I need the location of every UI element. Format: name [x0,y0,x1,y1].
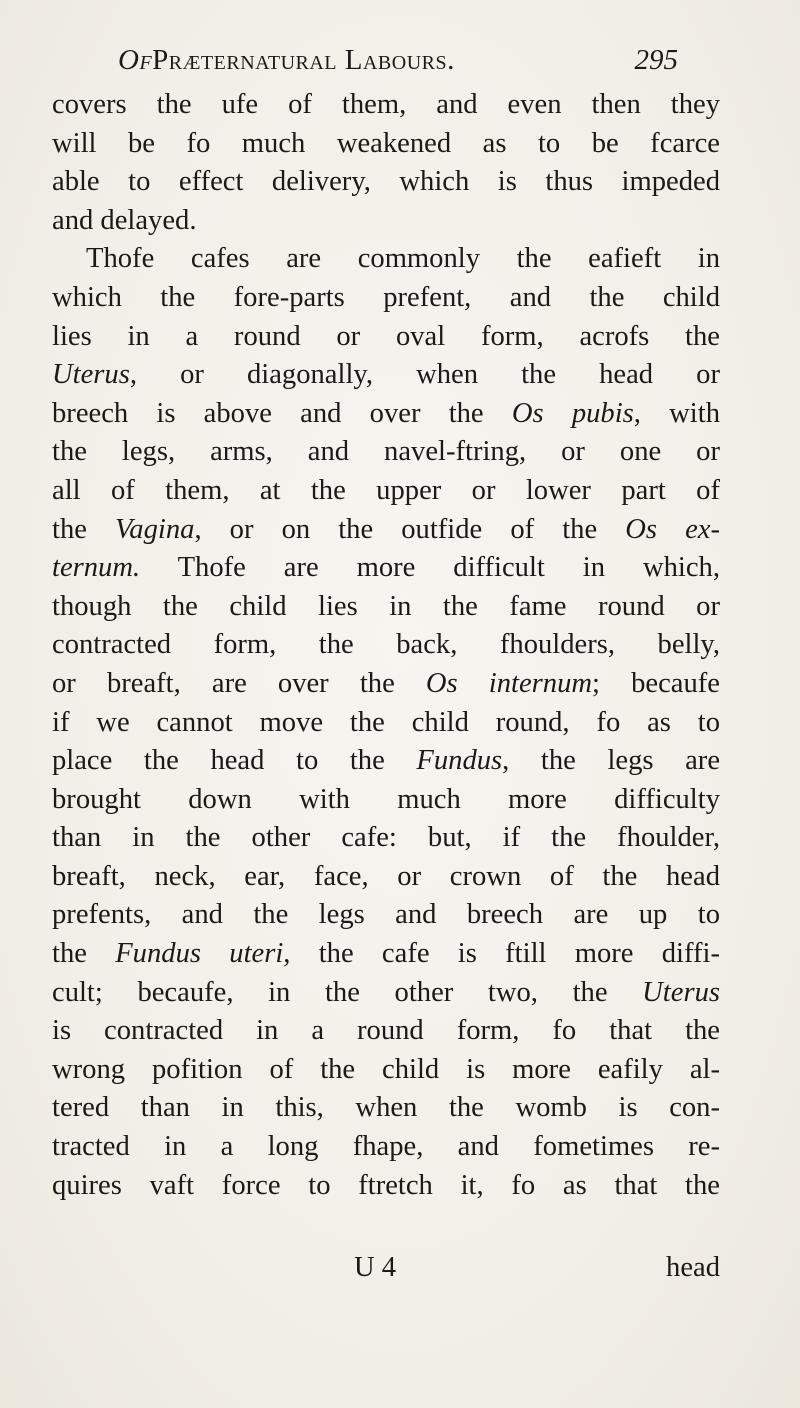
text-line [52,86,720,125]
text-segment: though the child lies in the fame round or [52,590,720,622]
text-segment: wrong pofition of the child is more eafily al- [52,1053,720,1085]
text-line [52,1167,720,1206]
text-line [52,1089,720,1128]
text-segment: all of them, at the upper or lower part of [52,474,720,506]
text-segment: will be fo much weakened as to be fcarce [52,127,720,159]
text-line [52,704,720,743]
text-line [52,1012,720,1051]
text-segment: place the head to the [52,745,417,777]
text-segment: Thofe cafes are commonly the eafieft in [86,243,720,275]
text-line [52,588,720,627]
text-segment: covers the ufe of them, and even then they [52,89,720,120]
running-title-text: Præternatural Labours. [152,44,455,76]
catchword: head [666,1252,720,1283]
text-segment: which the fore-parts prefent, and the child [52,281,720,313]
text-line [52,318,720,357]
text-segment: cult; becaufe, in the other two, the [52,976,643,1008]
text-line [52,781,720,820]
italic-term: Fundus [416,745,503,777]
text-segment: contracted form, the back, fhoulders, belly, [52,629,720,661]
text-line [52,279,720,318]
text-segment: , or diagonally, when the head or [129,359,720,391]
text-segment: is contracted in a round form, fo that the [52,1015,720,1047]
text-segment: lies in a round or oval form, acrofs the [52,320,720,352]
text-line [52,163,720,202]
text-line [52,626,720,665]
italic-term: Uterus [52,359,130,391]
text-line [52,819,720,858]
text-line [52,858,720,897]
text-segment: if we cannot move the child round, fo as to [52,706,720,738]
text-line [52,395,720,434]
text-segment: breech is above and over the [52,397,512,429]
text-segment: quires vaft force to ftretch it, fo as that the [52,1169,720,1201]
italic-term: Os pubis [511,397,634,429]
body-text [52,86,720,1205]
text-line [52,202,720,241]
running-title [118,44,455,77]
italic-term: ternum. [52,552,141,584]
text-line [52,1051,720,1090]
text-segment: brought down with much more difficulty [52,783,720,815]
italic-term: Os ex- [625,513,720,545]
text-line [52,742,720,781]
text-segment: , or on the outfide of the [194,513,626,545]
text-line [52,356,720,395]
text-segment: than in the other cafe: but, if the fhoulder, [52,822,720,854]
text-segment: Thofe are more difficult in which, [140,552,720,584]
text-line [52,549,720,588]
text-segment: the [52,938,116,970]
text-line [52,240,720,279]
text-line [52,896,720,935]
text-segment: or breaft, are over the [52,667,426,699]
running-header [118,44,678,84]
text-segment: , with [633,397,720,429]
text-segment: tracted in a long fhape, and fometimes re- [52,1131,720,1163]
text-segment: , the cafe is ftill more diffi- [283,938,720,970]
text-segment: able to effect delivery, which is thus impeded [52,166,720,198]
text-segment: and delayed. [52,204,197,236]
text-segment: the legs, arms, and navel-ftring, or one or [52,436,720,468]
italic-term: Fundus uteri [115,938,284,970]
page-footer [52,1252,720,1292]
text-segment: breaft, neck, ear, face, or crown of the head [52,860,720,892]
italic-term: Uterus [642,976,720,1008]
text-segment: ; becaufe [592,667,720,699]
text-line [52,1128,720,1167]
italic-term: Vagina [115,513,195,545]
text-line [52,125,720,164]
text-line [52,472,720,511]
italic-term: Os internum [425,667,593,699]
signature-mark: U 4 [354,1252,397,1283]
text-segment: prefents, and the legs and breech are up to [52,899,720,931]
text-line [52,433,720,472]
text-line [52,935,720,974]
running-title-prefix: Of [118,44,153,76]
text-segment: , the legs are [502,745,721,777]
page-number: 295 [634,44,678,76]
text-segment: the [52,513,116,545]
text-segment: tered than in this, when the womb is con- [52,1092,720,1124]
text-line [52,665,720,704]
text-line [52,511,720,550]
text-line [52,974,720,1013]
